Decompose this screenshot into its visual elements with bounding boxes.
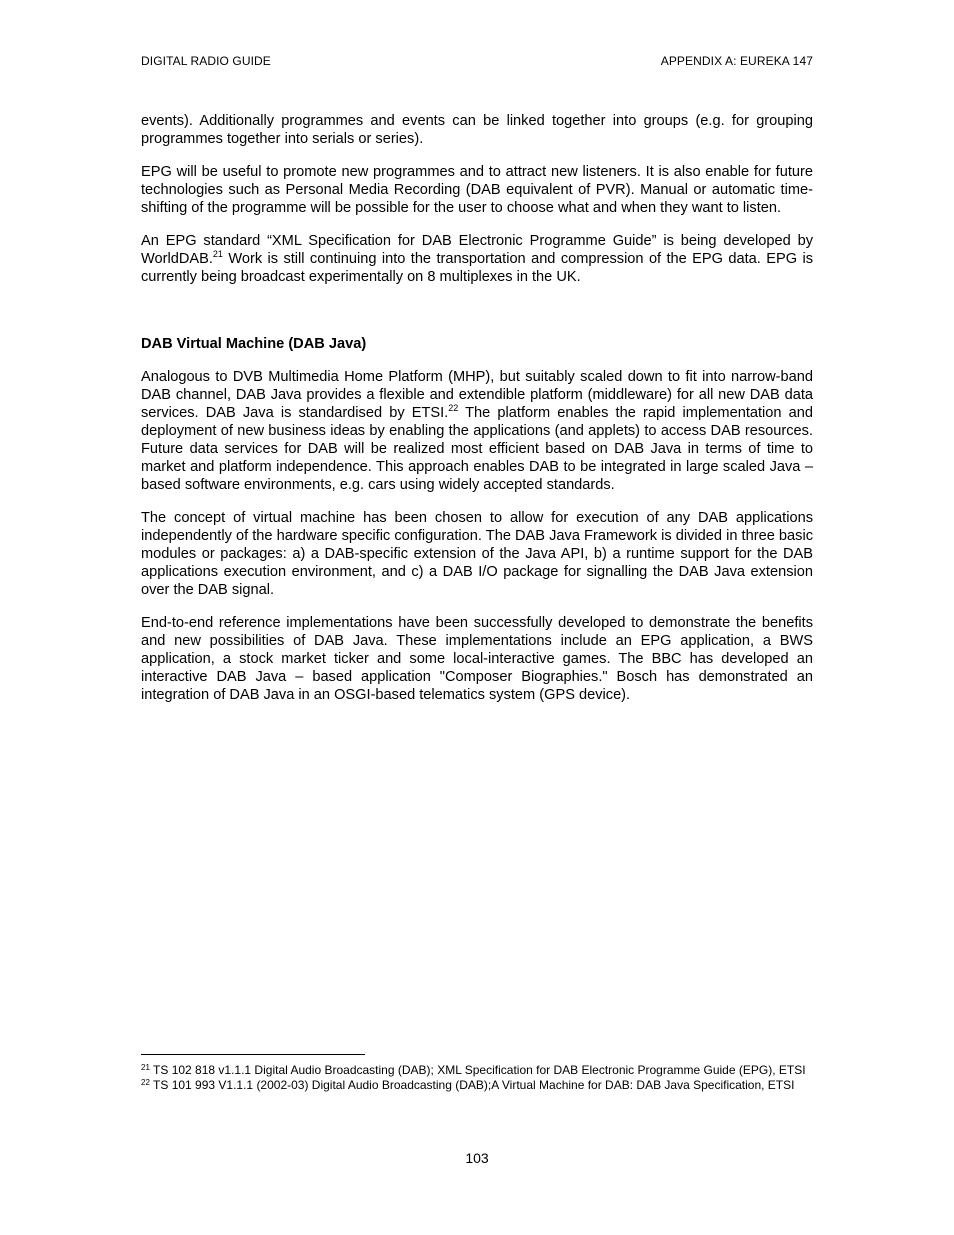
paragraph-epg-promotion: EPG will be useful to promote new programmes and to attract new listeners. It is also enable for future technologies such as Personal Media Recording (DAB equivalent of PVR). Manual or automatic time-shifting of the programme will be possible for the user to choose what and when they want to listen. [141, 164, 813, 216]
paragraph-epg-standard-text-b: Work is still continuing into the transportation and compression of the EPG data. EPG is currently being broadcast experimentally on 8 multiplexes in the UK. [141, 251, 813, 285]
footnote-ref-22: 22 [448, 403, 459, 413]
footnote-separator [141, 1054, 365, 1055]
footnote-22 [141, 1078, 813, 1093]
header-left-title: DIGITAL RADIO GUIDE [141, 54, 271, 68]
paragraph-epg-standard-text-a: An EPG standard “XML Specification for DAB Electronic Programme Guide” is being developed by WorldDAB. [141, 233, 813, 267]
footnote-number: 22 [141, 1077, 150, 1087]
running-header [141, 54, 813, 68]
footnote-number: 21 [141, 1063, 150, 1072]
paragraph-dab-java-intro-text-a: Analogous to DVB Multimedia Home Platform (MHP), but suitably scaled down to fit into narrow-band DAB channel, DAB Java provides a flexible and extendible platform (middleware) for all new DAB data services. DAB Java is standardised by ETSI. [141, 369, 813, 421]
footnote-ref-21: 21 [212, 249, 223, 259]
header-right-title: APPENDIX A: EUREKA 147 [660, 54, 813, 68]
paragraph-reference-implementations: End-to-end reference implementations have been successfully developed to demonstrate the benefits and new possibilities of DAB Java. These implementations include an EPG application, a BWS application, a stock market ticker and some local-interactive games. The BBC has developed an interactive DAB Java – based application "Composer Biographies." Bosch has demonstrated an integration of DAB Java in an OSGI-based telematics system (GPS device). [141, 615, 813, 703]
paragraph-dab-java-intro-text-b: The platform enables the rapid implementation and deployment of new business ideas by enabling the applications (and applets) to access DAB resources. Future data services for DAB will be realized most efficient based on DAB Java in terms of time to market and platform independence. This approach enables DAB to be integrated in large scaled Java – based software environments, e.g. cars using widely accepted standards. [141, 405, 814, 493]
section-heading-dab-java: DAB Virtual Machine (DAB Java) [141, 336, 367, 352]
footnote-21 [141, 1063, 813, 1078]
footnotes [141, 1063, 813, 1092]
main-content [141, 112, 813, 719]
page-number: 103 [465, 1150, 489, 1166]
footnote-text: TS 102 818 v1.1.1 Digital Audio Broadcasting (DAB); XML Specification for DAB Electronic Programme Guide (EPG), ETSI [153, 1063, 806, 1077]
footnote-text: TS 101 993 V1.1.1 (2002-03) Digital Audio Broadcasting (DAB);A Virtual Machine for DAB: DAB Java Specification, ETSI [153, 1077, 795, 1092]
paragraph-dab-java-intro [141, 368, 813, 494]
paragraph-epg-groups: events). Additionally programmes and events can be linked together into groups (e.g. for grouping programmes together into serials or series). [141, 113, 813, 147]
paragraph-epg-standard [141, 232, 813, 286]
paragraph-virtual-machine-concept: The concept of virtual machine has been chosen to allow for execution of any DAB applications independently of the hardware specific configuration. The DAB Java Framework is divided in three basic modules or packages: a) a DAB-specific extension of the Java API, b) a runtime support for the DAB applications execution environment, and c) a DAB I/O package for signalling the DAB Java extension over the DAB signal. [141, 510, 813, 598]
